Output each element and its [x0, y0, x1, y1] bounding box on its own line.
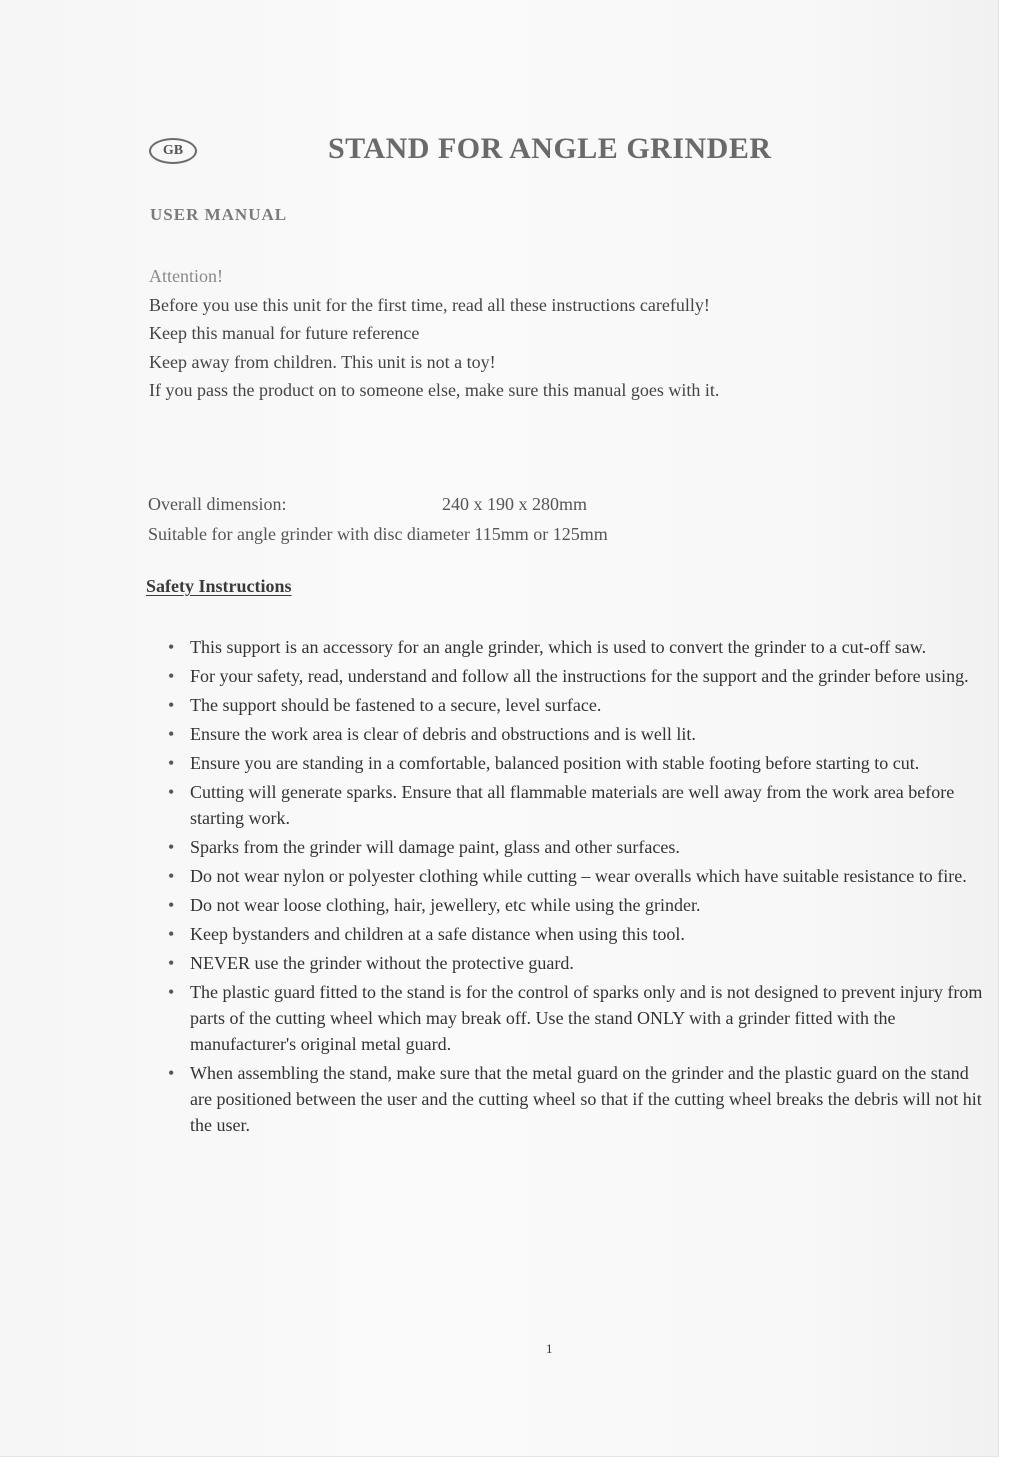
bullet-icon: • [168, 782, 175, 802]
bullet-icon: • [168, 724, 175, 744]
instruction-text: Cutting will generate sparks. Ensure that all flammable materials are well away from the work area before starting work. [190, 782, 955, 828]
list-item [168, 663, 983, 689]
list-item [168, 834, 983, 860]
bullet-icon: • [168, 666, 175, 686]
list-item [168, 863, 983, 889]
attention-heading: Attention! [149, 266, 223, 286]
instruction-text: Do not wear loose clothing, hair, jewellery, etc while using the grinder. [190, 895, 701, 915]
instruction-text: NEVER use the grinder without the protective guard. [190, 953, 574, 973]
instruction-text: Do not wear nylon or polyester clothing while cutting – wear overalls which have suitable resistance to fire. [190, 866, 967, 886]
page-number: 1 [546, 1341, 553, 1356]
bullet-icon: • [168, 866, 175, 886]
safety-heading: Safety Instructions [146, 576, 292, 596]
list-item [168, 950, 983, 976]
country-badge: GB [149, 138, 197, 164]
instruction-text: Sparks from the grinder will damage paint, glass and other surfaces. [190, 837, 680, 857]
instruction-text: For your safety, read, understand and follow all the instructions for the support and the grinder before using. [190, 666, 969, 686]
bullet-icon: • [168, 982, 175, 1002]
instruction-text: Ensure the work area is clear of debris and obstructions and is well lit. [190, 724, 696, 744]
bullet-icon: • [168, 924, 175, 944]
bullet-icon: • [168, 837, 175, 857]
list-item [168, 721, 983, 747]
attention-line: Before you use this unit for the first time, read all these instructions carefully! [149, 294, 710, 315]
bullet-icon: • [168, 953, 175, 973]
attention-line: If you pass the product on to someone else, make sure this manual goes with it. [149, 380, 720, 400]
document-title: STAND FOR ANGLE GRINDER [328, 132, 772, 165]
list-item [168, 1060, 983, 1138]
attention-line: Keep this manual for future reference [149, 323, 420, 343]
list-item [168, 750, 983, 776]
instruction-text: The plastic guard fitted to the stand is for the control of sparks only and is not designed to prevent injury from parts of the cutting wheel which may break off. Use the stand ONLY with a grinder fitted with the manufacturer's original metal guard. [190, 982, 983, 1054]
attention-block [149, 262, 719, 405]
document-subtitle: USER MANUAL [150, 205, 288, 224]
attention-line: Keep away from children. This unit is not a toy! [149, 351, 496, 372]
specifications-block [148, 489, 608, 549]
list-item [168, 692, 983, 718]
list-item [168, 921, 983, 947]
suitability-row: Suitable for angle grinder with disc diameter 115mm or 125mm [148, 524, 608, 544]
bullet-icon: • [168, 895, 175, 915]
bullet-icon: • [168, 695, 175, 715]
dimension-label: Overall dimension: [148, 494, 287, 514]
instruction-text: When assembling the stand, make sure that the metal guard on the grinder and the plastic guard on the stand are positioned between the user and the cutting wheel so that if the cutting wheel breaks the debris will not hit the user. [190, 1063, 982, 1135]
instruction-text: The support should be fastened to a secure, level surface. [190, 695, 602, 715]
bullet-icon: • [168, 753, 175, 773]
list-item [168, 634, 983, 660]
safety-instructions-list [168, 634, 983, 1141]
dimension-value: 240 x 190 x 280mm [442, 494, 588, 514]
dimension-row [148, 489, 608, 519]
instruction-text: This support is an accessory for an angle grinder, which is used to convert the grinder to a cut-off saw. [190, 637, 927, 657]
bullet-icon: • [168, 637, 175, 657]
instruction-text: Ensure you are standing in a comfortable, balanced position with stable footing before starting to cut. [190, 753, 920, 773]
list-item [168, 779, 983, 831]
list-item [168, 892, 983, 918]
list-item [168, 979, 983, 1057]
instruction-text: Keep bystanders and children at a safe distance when using this tool. [190, 924, 685, 944]
bullet-icon: • [168, 1063, 175, 1083]
